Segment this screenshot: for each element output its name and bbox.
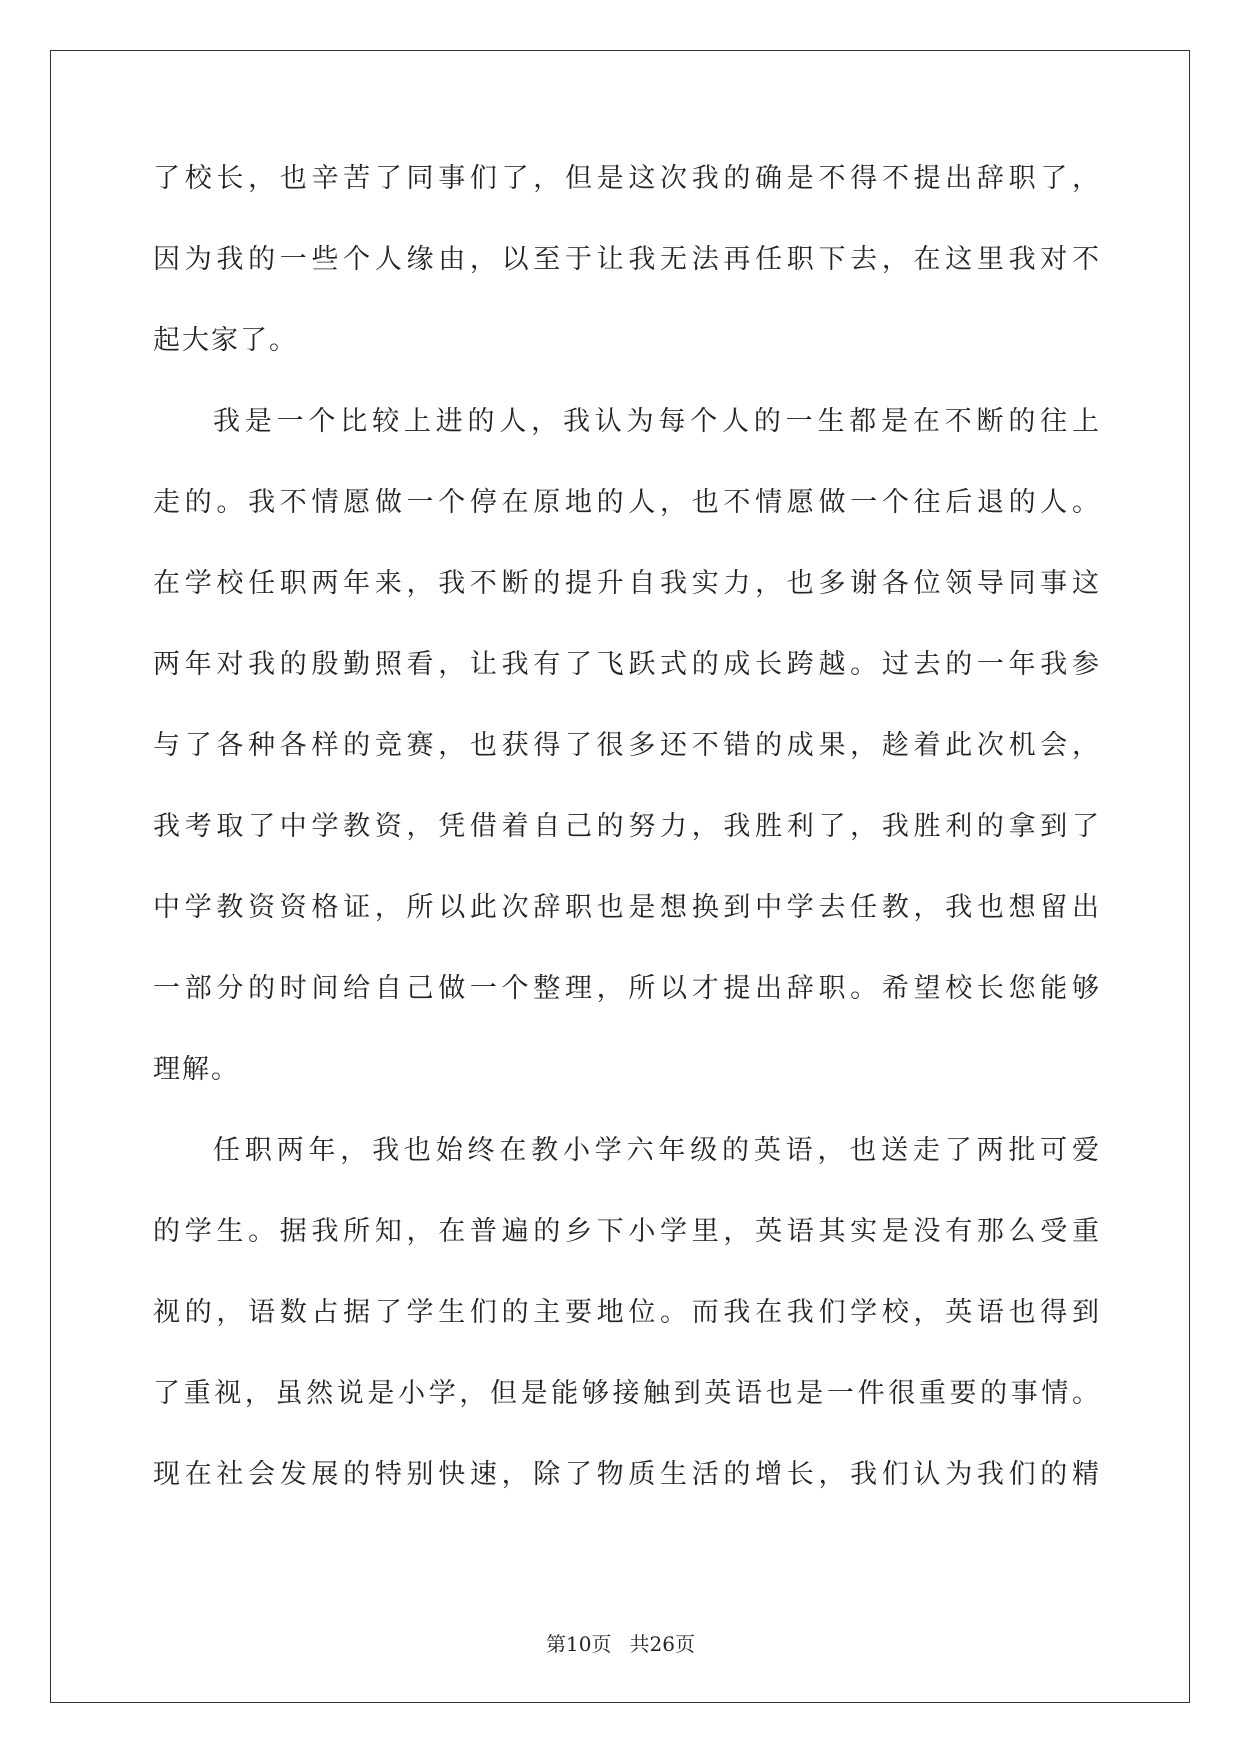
text-line: 起大家了。 <box>153 325 298 356</box>
total-pages: 共26页 <box>629 1632 695 1656</box>
text-line: 任职两年，我也始终在教小学六年级的英语，也送走了两批可爱 <box>213 1135 1101 1166</box>
text-line: 现在社会发展的特别快速，除了物质生活的增长，我们认为我们的精 <box>153 1459 1101 1490</box>
page-number: 第10页 <box>546 1632 612 1656</box>
page-footer <box>0 1628 1241 1657</box>
text-line: 中学教资资格证，所以此次辞职也是想换到中学去任教，我也想留出 <box>153 892 1101 923</box>
text-line: 一部分的时间给自己做一个整理，所以才提出辞职。希望校长您能够 <box>153 973 1101 1004</box>
text-line: 两年对我的殷勤照看，让我有了飞跃式的成长跨越。过去的一年我参 <box>153 649 1101 680</box>
text-line: 因为我的一些个人缘由，以至于让我无法再任职下去，在这里我对不 <box>153 244 1101 275</box>
text-line: 与了各种各样的竞赛，也获得了很多还不错的成果，趁着此次机会， <box>153 730 1101 761</box>
text-line: 的学生。据我所知，在普遍的乡下小学里，英语其实是没有那么受重 <box>153 1216 1101 1247</box>
text-line: 了重视，虽然说是小学，但是能够接触到英语也是一件很重要的事情。 <box>153 1378 1101 1409</box>
text-line: 理解。 <box>153 1054 240 1085</box>
text-line: 了校长，也辛苦了同事们了，但是这次我的确是不得不提出辞职了， <box>153 163 1101 194</box>
text-line: 在学校任职两年来，我不断的提升自我实力，也多谢各位领导同事这 <box>153 568 1101 599</box>
text-line: 我是一个比较上进的人，我认为每个人的一生都是在不断的往上 <box>213 406 1101 437</box>
text-line: 我考取了中学教资，凭借着自己的努力，我胜利了，我胜利的拿到了 <box>153 811 1101 842</box>
document-body <box>153 160 1101 1537</box>
text-line: 走的。我不情愿做一个停在原地的人，也不情愿做一个往后退的人。 <box>153 487 1101 518</box>
text-line: 视的，语数占据了学生们的主要地位。而我在我们学校，英语也得到 <box>153 1297 1101 1328</box>
